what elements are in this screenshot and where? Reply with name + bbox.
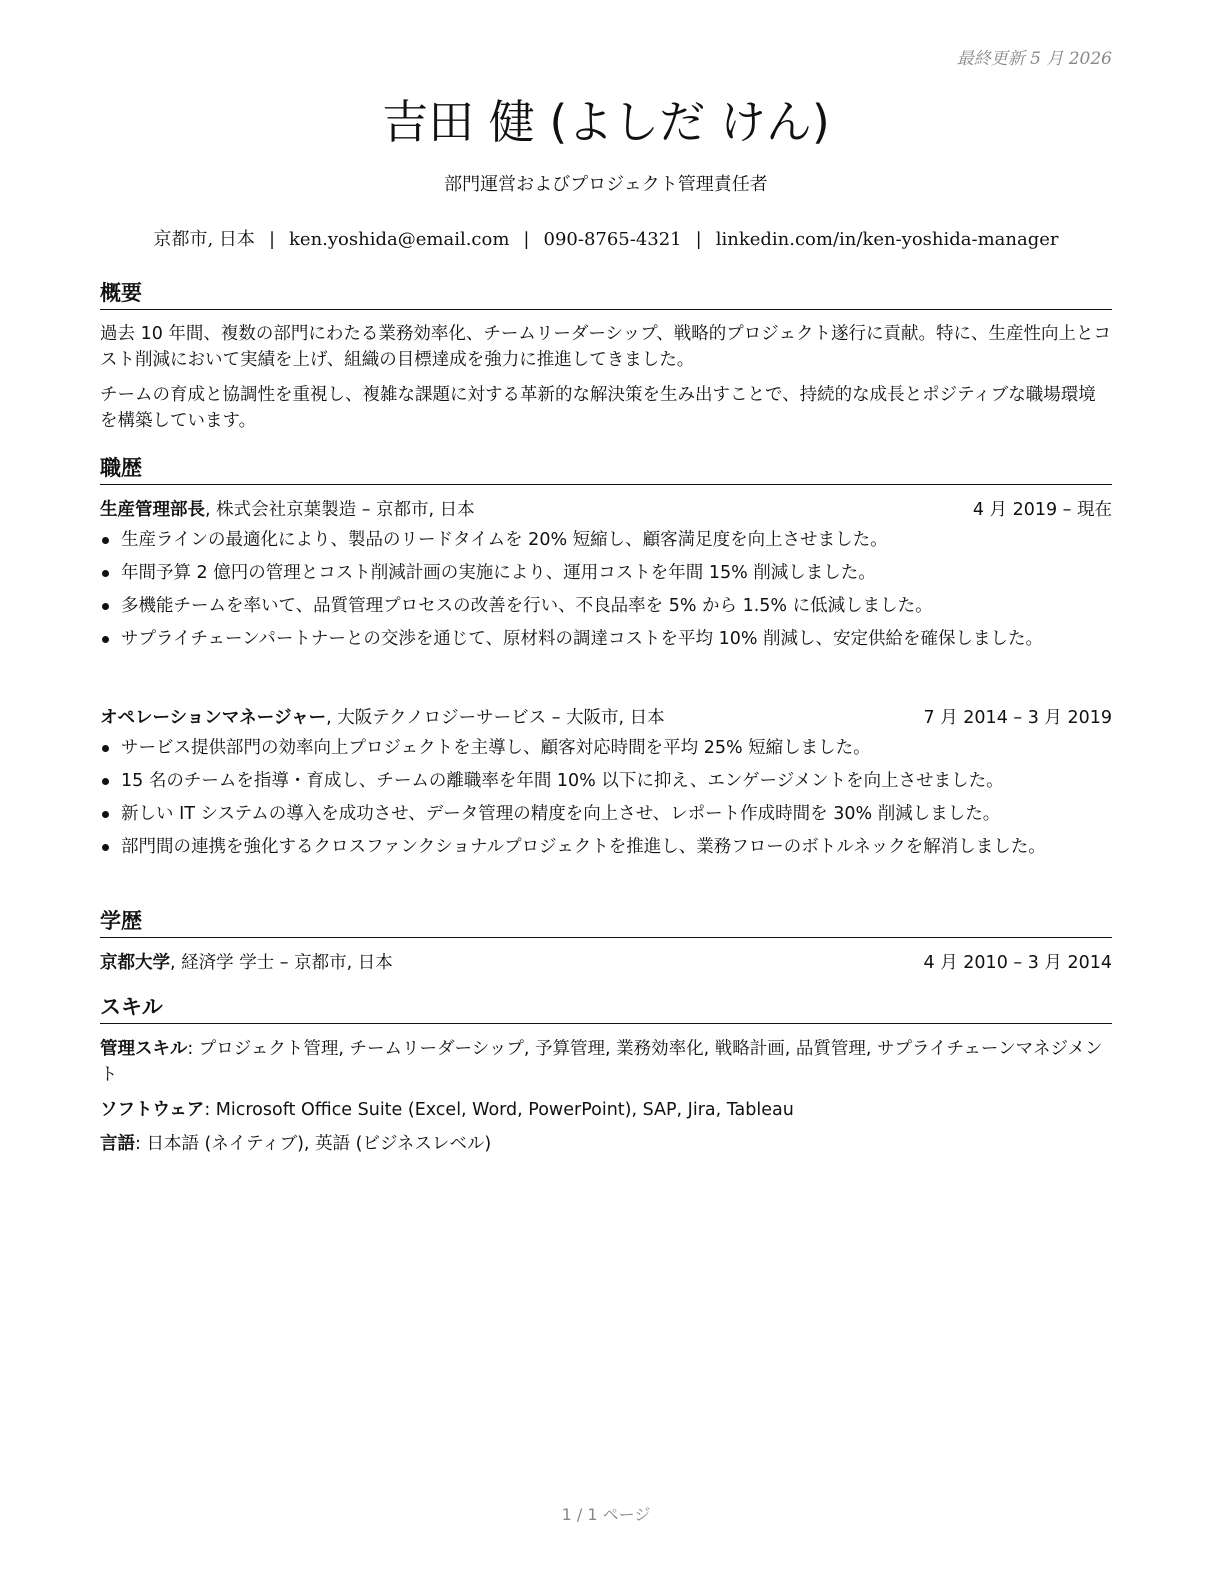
- section-title-summary: 概要: [100, 277, 1112, 310]
- skill-line: [100, 1036, 1112, 1088]
- job-role: オペレーションマネージャー: [100, 708, 327, 728]
- page-indicator: 1 / 1 ページ: [561, 1505, 651, 1524]
- education-dates: 4 月 2010 – 3 月 2014: [923, 953, 1112, 973]
- job-header: [100, 496, 1112, 522]
- summary-paragraph: 過去 10 年間、複数の部門にわたる業務効率化、チームリーダーシップ、戦略的プロジェクト遂行に貢献。特に、生産性向上とコスト削減において実績を上げ、組織の目標達成を強力に推進してきました。: [100, 324, 1111, 370]
- bullet-icon: [102, 570, 109, 577]
- bullet-text: サプライチェーンパートナーとの交渉を通じて、原材料の調達コストを平均 10% 削減し、安定供給を確保しました。: [121, 629, 1044, 649]
- list-item: [100, 527, 1112, 553]
- bullet-text: 生産ラインの最適化により、製品のリードタイムを 20% 短縮し、顧客満足度を向上させました。: [121, 530, 888, 550]
- bullet-icon: [102, 778, 109, 785]
- bullet-icon: [102, 603, 109, 610]
- contact-phone: 090-8765-4321: [543, 229, 682, 250]
- list-item: [100, 560, 1112, 586]
- job-bullets: [100, 735, 1112, 867]
- bullet-text: 新しい IT システムの導入を成功させ、データ管理の精度を向上させ、レポート作成時間を 30% 削減しました。: [121, 804, 1001, 824]
- list-item: [100, 593, 1112, 619]
- list-item: [100, 735, 1112, 761]
- skill-value: : Microsoft Office Suite (Excel, Word, PowerPoint), SAP, Jira, Tableau: [204, 1100, 794, 1120]
- list-item: [100, 768, 1112, 794]
- education-school: 京都大学: [100, 953, 170, 973]
- contact-location: 京都市, 日本: [153, 229, 255, 250]
- job-dates: 4 月 2019 – 現在: [972, 500, 1112, 520]
- job-bullets: [100, 527, 1112, 659]
- skill-label: 言語: [100, 1134, 135, 1154]
- contact-email[interactable]: ken.yoshida@email.com: [289, 229, 510, 250]
- skill-value: : プロジェクト管理, チームリーダーシップ, 予算管理, 業務効率化, 戦略計画, 品質管理, サプライチェーンマネジメント: [100, 1039, 1103, 1085]
- contact-line: [100, 225, 1112, 251]
- bullet-text: 部門間の連携を強化するクロスファンクショナルプロジェクトを推進し、業務フローのボトルネックを解消しました。: [121, 837, 1046, 857]
- list-item: [100, 801, 1112, 827]
- skill-value: : 日本語 (ネイティブ), 英語 (ビジネスレベル): [135, 1134, 492, 1154]
- bullet-icon: [102, 745, 109, 752]
- contact-separator: |: [268, 229, 276, 250]
- bullet-text: 15 名のチームを指導・育成し、チームの離職率を年間 10% 以下に抑え、エンゲージメントを向上させました。: [121, 771, 1004, 791]
- skill-label: ソフトウェア: [100, 1100, 205, 1120]
- contact-separator: |: [695, 229, 702, 250]
- contact-separator: |: [523, 229, 530, 250]
- education-header: [100, 949, 1112, 975]
- skill-line: [100, 1131, 1112, 1157]
- education-detail: , 経済学 学士 – 京都市, 日本: [170, 953, 393, 973]
- job-dates: 7 月 2014 – 3 月 2019: [923, 708, 1112, 728]
- last-updated: 最終更新 5 月 2026: [956, 49, 1112, 69]
- section-title-experience: 職歴: [100, 452, 1112, 485]
- job-header: [100, 704, 1112, 730]
- list-item: [100, 834, 1112, 860]
- section-title-skills: スキル: [100, 991, 1112, 1024]
- job-role: 生産管理部長: [100, 500, 205, 520]
- skill-label: 管理スキル: [100, 1039, 188, 1059]
- bullet-text: 年間予算 2 億円の管理とコスト削減計画の実施により、運用コストを年間 15% 削減しました。: [121, 563, 876, 583]
- bullet-text: 多機能チームを率いて、品質管理プロセスの改善を行い、不良品率を 5% から 1.5% に低減しました。: [121, 596, 933, 616]
- resume-page: [100, 0, 1112, 1584]
- skill-line: [100, 1097, 1112, 1123]
- bullet-icon: [102, 844, 109, 851]
- resume-name: 吉田 健 (よしだ けん): [382, 95, 830, 149]
- job-org: , 大阪テクノロジーサービス – 大阪市, 日本: [326, 708, 665, 728]
- bullet-text: サービス提供部門の効率向上プロジェクトを主導し、顧客対応時間を平均 25% 短縮しました。: [121, 738, 871, 758]
- bullet-icon: [102, 537, 109, 544]
- bullet-icon: [102, 811, 109, 818]
- list-item: [100, 626, 1112, 652]
- summary-paragraph: チームの育成と協調性を重視し、複雑な課題に対する革新的な解決策を生み出すことで、持続的な成長とポジティブな職場環境を構築しています。: [100, 385, 1096, 431]
- resume-subtitle: 部門運営およびプロジェクト管理責任者: [444, 174, 768, 195]
- job-org: , 株式会社京葉製造 – 京都市, 日本: [205, 500, 475, 520]
- bullet-icon: [102, 636, 109, 643]
- contact-linkedin[interactable]: linkedin.com/in/ken-yoshida-manager: [715, 229, 1059, 250]
- section-title-education: 学歴: [100, 905, 1112, 938]
